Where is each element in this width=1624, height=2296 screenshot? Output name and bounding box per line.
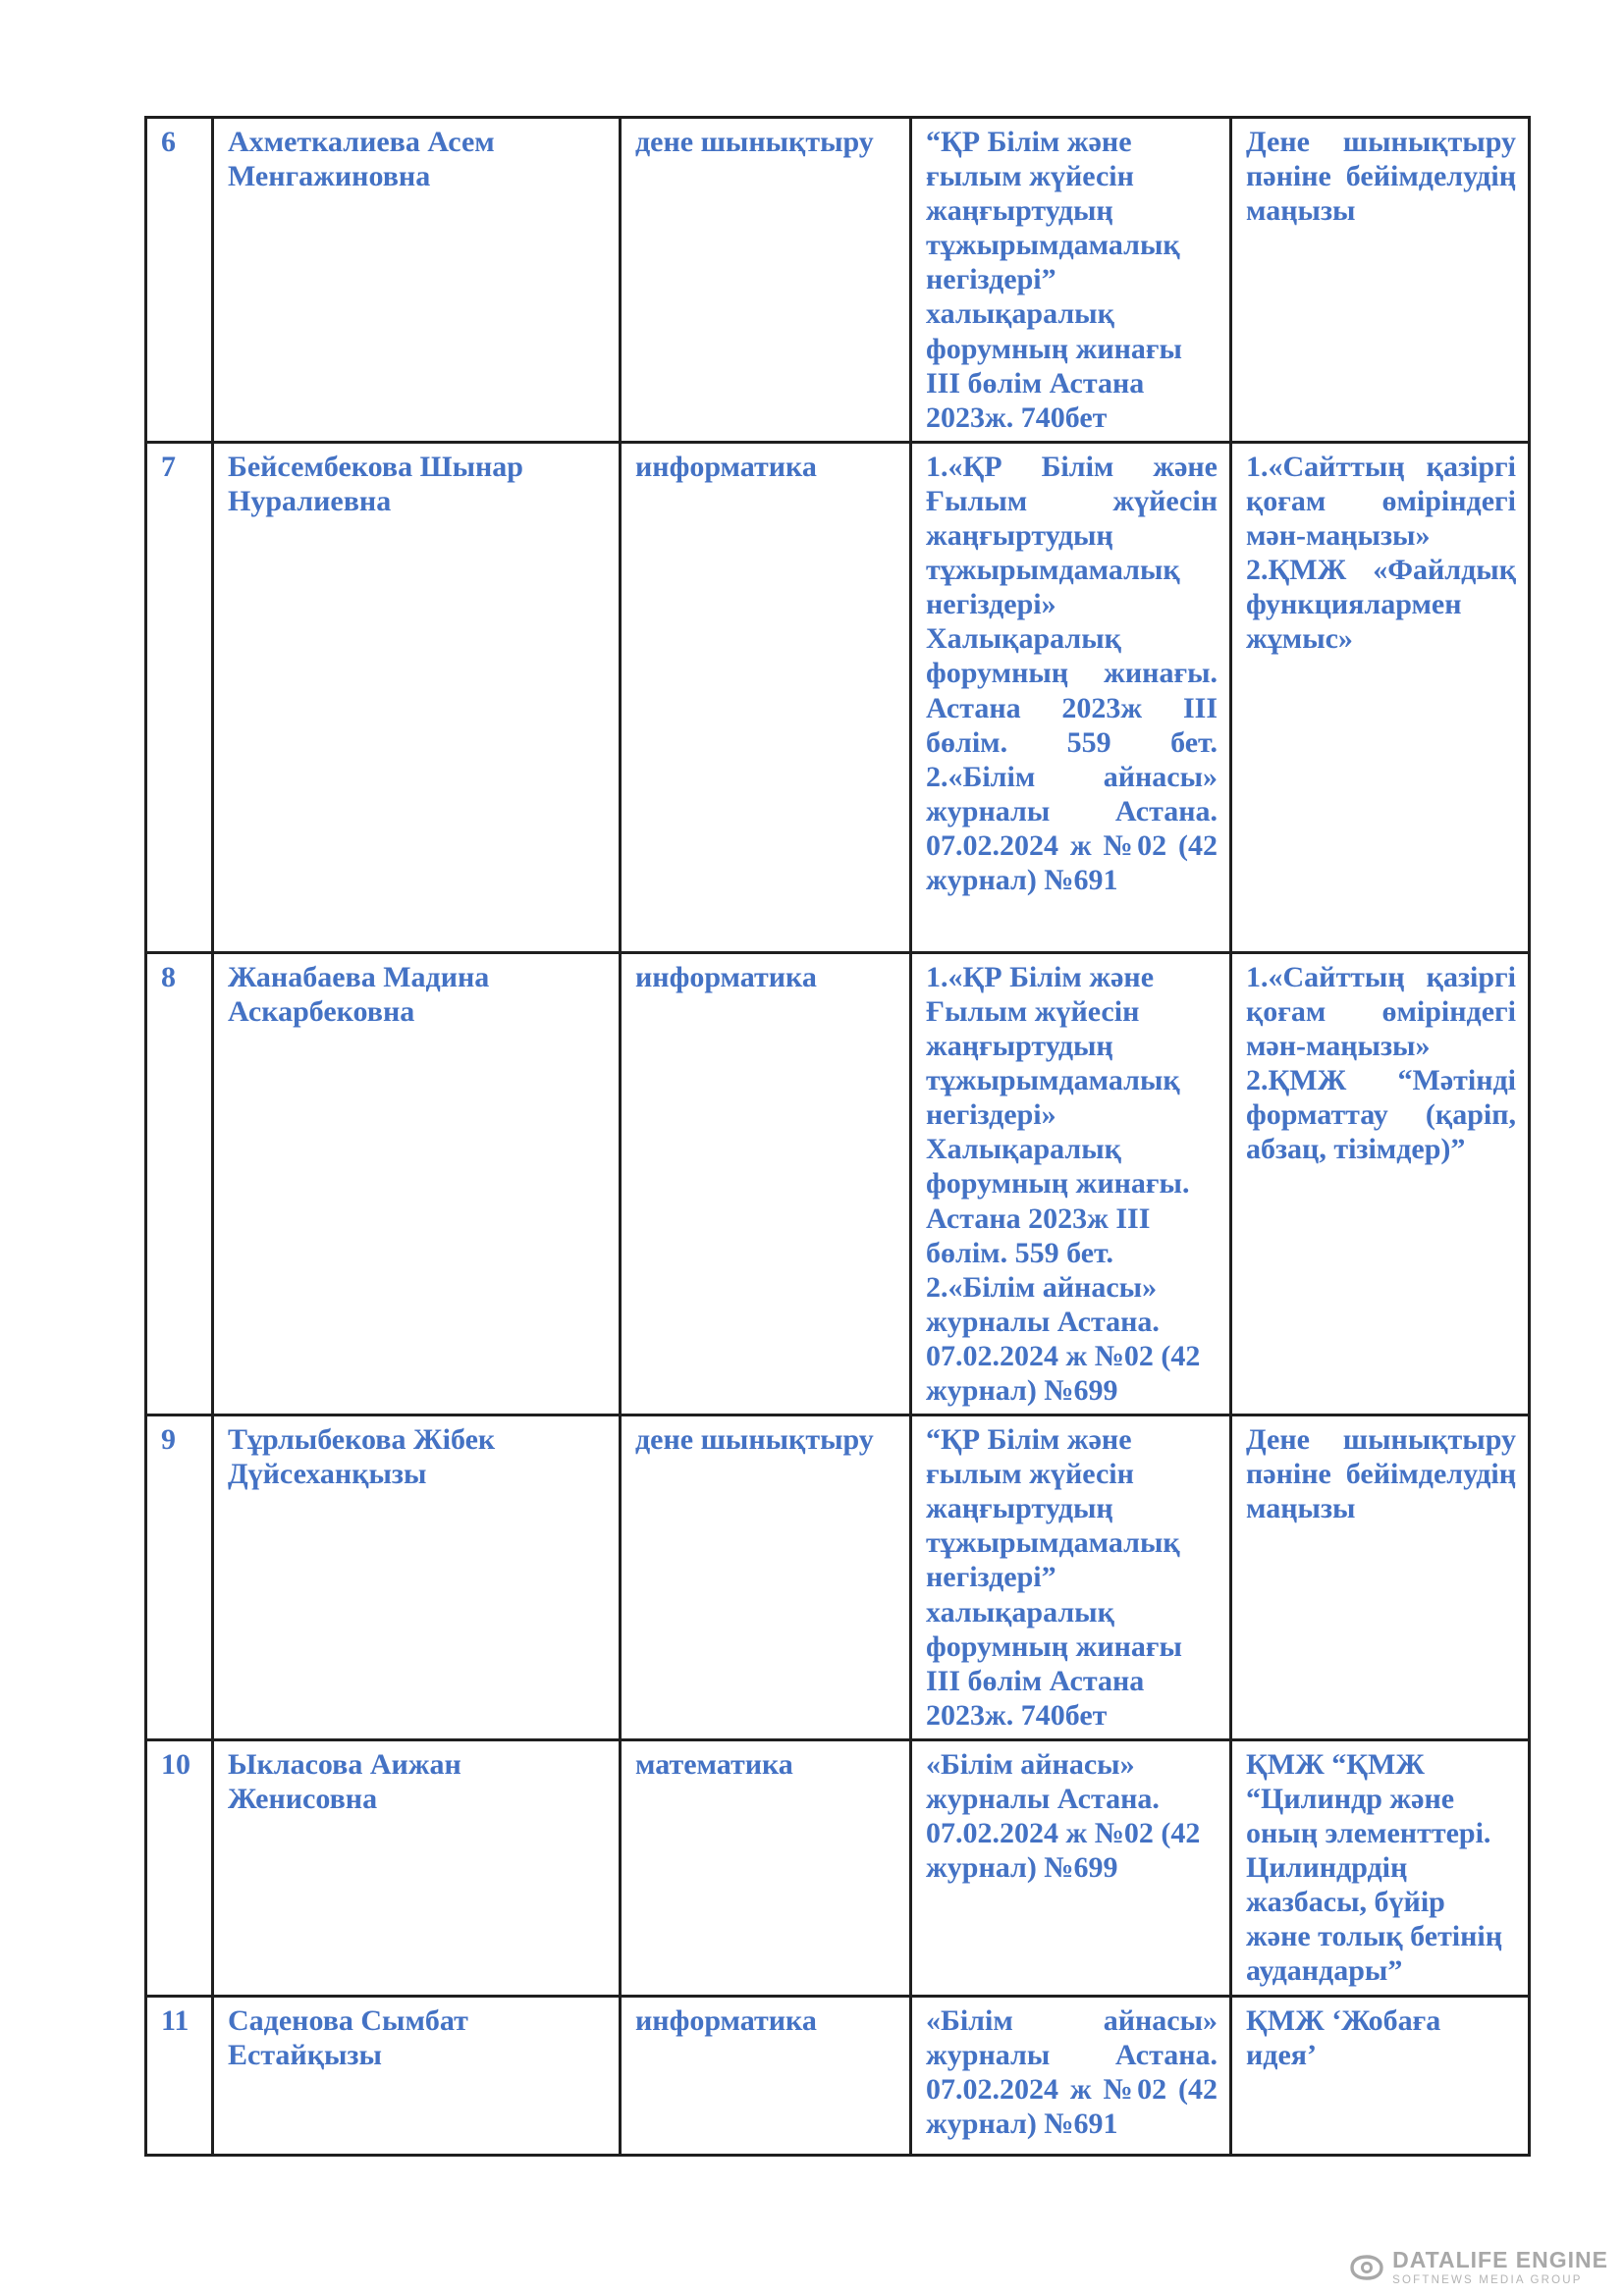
publication: «Білім айнасы» журналы Астана. 07.02.2024 ж №02 (42 журнал) №691 [911, 1996, 1231, 2155]
topic: Дене шынықтыру пәніне бейімделудің маңызы [1231, 1415, 1530, 1740]
publication: 1.«ҚР Білім және Ғылым жүйесін жаңғыртудың тұжырымдамалық негіздері» Халықаралық форумның жинағы. Астана 2023ж III бөлім. 559 бет. 2.«Білім айнасы» журналы Астана. 07.02.2024 ж №02 (42 журнал) №699 [911, 952, 1231, 1415]
brand-tagline: SOFTNEWS MEDIA GROUP [1392, 2273, 1583, 2286]
topic: ҚМЖ ‘Жобаға идея’ [1231, 1996, 1530, 2155]
teacher-name: Ахметкалиева Асем Менгажиновна [213, 118, 621, 443]
subject: информатика [621, 952, 911, 1415]
brand-name: DATALIFE ENGINE [1392, 2246, 1608, 2272]
publication: “ҚР Білім және ғылым жүйесін жаңғыртудың тұжырымдамалық негіздері” халықаралық форумның жинағы III бөлім Астана 2023ж. 740бет [911, 118, 1231, 443]
teacher-name: Бейсембекова Шынар Нуралиевна [213, 442, 621, 952]
eye-icon [1349, 2250, 1384, 2285]
subject: дене шынықтыру [621, 1415, 911, 1740]
datalife-engine-logo [1349, 2246, 1608, 2287]
topic: Дене шынықтыру пәніне бейімделудің маңызы [1231, 118, 1530, 443]
publication: 1.«ҚР Білім және Ғылым жүйесін жаңғыртудың тұжырымдамалық негіздері» Халықаралық форумның жинағы. Астана 2023ж III бөлім. 559 бет. 2.«Білім айнасы» журналы Астана. 07.02.2024 ж №02 (42 журнал) №691 [911, 442, 1231, 952]
publications-table [144, 116, 1531, 2157]
subject: информатика [621, 442, 911, 952]
table-row [146, 1996, 1530, 2155]
row-number: 10 [146, 1739, 213, 1996]
row-number: 7 [146, 442, 213, 952]
row-number: 9 [146, 1415, 213, 1740]
subject: дене шынықтыру [621, 118, 911, 443]
publication: “ҚР Білім және ғылым жүйесін жаңғыртудың тұжырымдамалық негіздері” халықаралық форумның жинағы III бөлім Астана 2023ж. 740бет [911, 1415, 1231, 1740]
topic: ҚМЖ “ҚМЖ “Цилиндр және оның элементтері. Цилиндрдің жазбасы, бүйір және толық бетінің аудандары” [1231, 1739, 1530, 1996]
teacher-name: Ыкласова Аижан Женисовна [213, 1739, 621, 1996]
row-number: 8 [146, 952, 213, 1415]
teacher-name: Саденова Сымбат Естайқызы [213, 1996, 621, 2155]
teacher-name: Жанабаева Мадина Аскарбековна [213, 952, 621, 1415]
teacher-name: Тұрлыбекова Жібек Дүйсеханқызы [213, 1415, 621, 1740]
table-row [146, 952, 1530, 1415]
table-row [146, 442, 1530, 952]
subject: математика [621, 1739, 911, 1996]
topic: 1.«Сайттың қазіргі қоғам өміріндегі мән-маңызы» 2.ҚМЖ “Мәтінді форматтау (қаріп, абзац, тізімдер)” [1231, 952, 1530, 1415]
topic: 1.«Сайттың қазіргі қоғам өміріндегі мән-маңызы» 2.ҚМЖ «Файлдық функциялармен жұмыс» [1231, 442, 1530, 952]
table-row [146, 118, 1530, 443]
subject: информатика [621, 1996, 911, 2155]
table-row [146, 1415, 1530, 1740]
row-number: 11 [146, 1996, 213, 2155]
row-number: 6 [146, 118, 213, 443]
table-row [146, 1739, 1530, 1996]
publication: «Білім айнасы» журналы Астана. 07.02.2024 ж №02 (42 журнал) №699 [911, 1739, 1231, 1996]
